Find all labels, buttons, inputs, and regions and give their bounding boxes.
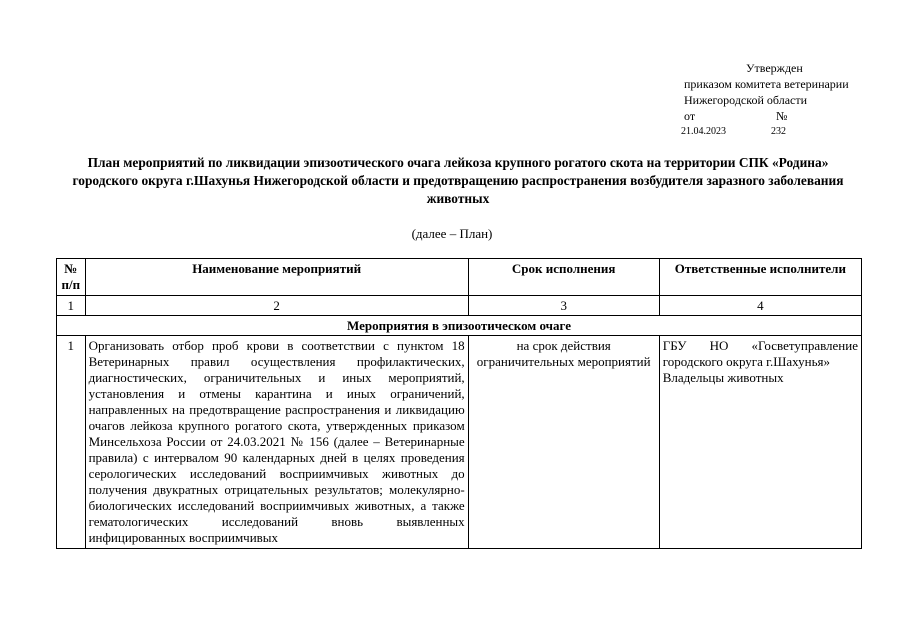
approval-from-label: от (684, 109, 696, 123)
table-row (57, 336, 862, 549)
section-row (57, 316, 862, 336)
approval-date-row (681, 124, 849, 138)
header-activity: Наименование мероприятий (85, 259, 468, 296)
document-subtitle: (далее – План) (411, 226, 493, 241)
approval-block (681, 60, 849, 138)
approval-date: 21.04.2023 (681, 126, 726, 137)
column-number: 3 (468, 296, 659, 316)
approval-line-3: Нижегородской области (684, 93, 808, 107)
row-term: на срок действия ограничительных мероприятий (468, 336, 659, 549)
table-header-row (57, 259, 862, 296)
header-executors: Ответственные исполнители (659, 259, 861, 296)
approval-number-label: № (776, 109, 788, 123)
column-number-row (57, 296, 862, 316)
approval-from-row (684, 108, 849, 124)
header-term: Срок исполнения (468, 259, 659, 296)
row-executors (659, 336, 861, 549)
section-title: Мероприятия в эпизоотическом очаге (57, 316, 862, 336)
header-number: № п/п (57, 259, 86, 296)
approval-line-1: Утвержден (746, 61, 803, 75)
row-activity-cell (85, 336, 468, 549)
row-executor-2: Владельцы животных (662, 370, 784, 385)
column-number: 1 (57, 296, 86, 316)
column-number: 4 (659, 296, 861, 316)
row-number: 1 (57, 336, 86, 549)
row-activity: Организовать отбор проб крови в соответствии с пунктом 18 Ветеринарных правил осуществления профилактических, диагностических, ограничительных и иных мероприятий, установления и отмены карантина и иных ограничений, направленных на предотвращение распространения и ликвидацию очагов лейкоза крупного рогатого скота, утвержденных приказом Минсельхоза России от 24.03.2021 № 156 (далее – Ветеринарные правила) с интервалом 90 календарных дней в целях проведения серологических исследований восприимчивых животных до получения двукратных отрицательных результатов; молекулярно-биологических исследований восприимчивых животных, а также гематологических исследований вновь выявленных инфицированных восприимчивых (88, 338, 465, 545)
approval-line-2: приказом комитета ветеринарии (684, 77, 849, 91)
plan-table (56, 258, 862, 549)
column-number: 2 (85, 296, 468, 316)
document-title: План мероприятий по ликвидации эпизоотического очага лейкоза крупного рогатого скота на территории СПК «Родина» городского округа г.Шахунья Нижегородской области и предотвращению распространения возбудителя заразного заболевания животных (72, 155, 844, 206)
approval-number: 232 (771, 126, 786, 137)
row-executor-1: ГБУ НО «Госветуправление городского округа г.Шахунья» (662, 338, 858, 369)
